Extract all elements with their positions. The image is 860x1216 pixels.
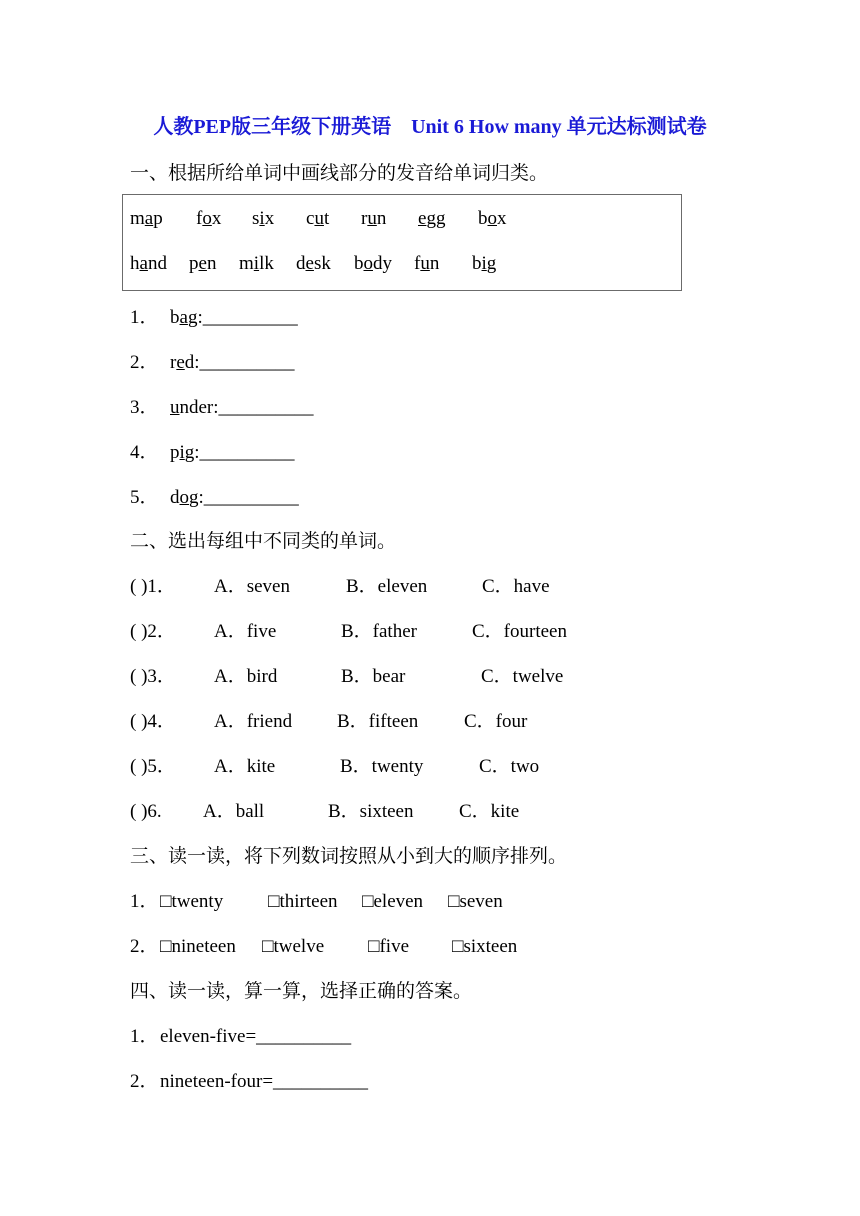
- option-b: B．father: [341, 621, 417, 642]
- section1-heading: 一、根据所给单词中画线部分的发音给单词归类。: [130, 163, 549, 184]
- word-item: map: [130, 208, 163, 229]
- checkbox-word: □eleven: [362, 891, 424, 912]
- option-a: A．bird: [214, 666, 278, 687]
- question-paren: ( )6.: [130, 801, 162, 822]
- option-b: B．twenty: [340, 756, 424, 777]
- word-item: big: [472, 253, 497, 274]
- item-number: 1．: [130, 307, 159, 328]
- question-paren: ( )4．: [130, 711, 176, 732]
- word-item: fox: [196, 208, 222, 229]
- option-a: A．kite: [214, 756, 276, 777]
- option-b: B．eleven: [346, 576, 428, 597]
- option-c: C．kite: [459, 801, 520, 822]
- checkbox-word: □seven: [448, 891, 503, 912]
- word-item: hand: [130, 253, 167, 274]
- answer-blank-line: red:__________: [170, 352, 295, 373]
- checkbox-word: □five: [368, 936, 410, 957]
- page-title: 人教PEP版三年级下册英语 Unit 6 How many 单元达标测试卷: [153, 116, 707, 138]
- checkbox-word: □twelve: [262, 936, 325, 957]
- item-number: 1．: [130, 1026, 159, 1047]
- item-number: 2．: [130, 1071, 159, 1092]
- word-item: cut: [306, 208, 330, 229]
- section4-heading: 四、读一读，算一算，选择正确的答案。: [130, 981, 473, 1002]
- question-paren: ( )1．: [130, 576, 176, 597]
- option-c: C．fourteen: [472, 621, 567, 642]
- word-item: run: [361, 208, 387, 229]
- option-a: A．five: [214, 621, 277, 642]
- answer-blank-line: pig:__________: [170, 442, 295, 463]
- word-item: box: [478, 208, 507, 229]
- option-b: B．sixteen: [328, 801, 414, 822]
- option-c: C．two: [479, 756, 540, 777]
- section2-heading: 二、选出每组中不同类的单词。: [130, 531, 397, 552]
- math-question: eleven-five=__________: [160, 1026, 352, 1047]
- word-item: egg: [418, 208, 446, 229]
- option-a: A．ball: [203, 801, 265, 822]
- item-number: 5．: [130, 487, 159, 508]
- section3-heading: 三、读一读，将下列数词按照从小到大的顺序排列。: [130, 846, 568, 867]
- item-number: 4．: [130, 442, 159, 463]
- word-item: pen: [189, 253, 217, 274]
- checkbox-word: □thirteen: [268, 891, 338, 912]
- question-paren: ( )3．: [130, 666, 176, 687]
- option-c: C．four: [464, 711, 528, 732]
- word-item: milk: [239, 253, 274, 274]
- item-number: 2．: [130, 936, 159, 957]
- item-number: 2．: [130, 352, 159, 373]
- option-a: A．seven: [214, 576, 290, 597]
- word-item: body: [354, 253, 392, 274]
- word-item: fun: [414, 253, 440, 274]
- question-paren: ( )2．: [130, 621, 176, 642]
- math-question: nineteen-four=__________: [160, 1071, 369, 1092]
- word-item: six: [252, 208, 275, 229]
- question-paren: ( )5．: [130, 756, 176, 777]
- option-b: B．fifteen: [337, 711, 419, 732]
- option-b: B．bear: [341, 666, 406, 687]
- answer-blank-line: dog:__________: [170, 487, 299, 508]
- checkbox-word: □sixteen: [452, 936, 518, 957]
- item-number: 1．: [130, 891, 159, 912]
- checkbox-word: □twenty: [160, 891, 224, 912]
- answer-blank-line: bag:__________: [170, 307, 298, 328]
- option-c: C．have: [482, 576, 550, 597]
- option-c: C．twelve: [481, 666, 564, 687]
- answer-blank-line: under:__________: [170, 397, 314, 418]
- checkbox-word: □nineteen: [160, 936, 236, 957]
- option-a: A．friend: [214, 711, 293, 732]
- word-item: desk: [296, 253, 331, 274]
- item-number: 3．: [130, 397, 159, 418]
